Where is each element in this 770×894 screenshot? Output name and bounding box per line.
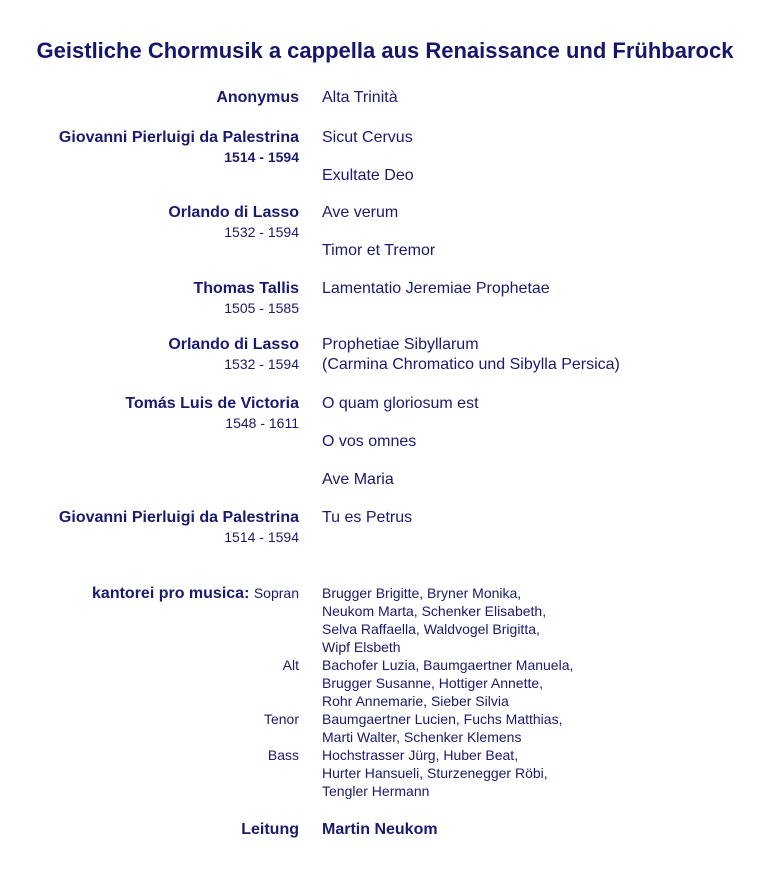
singer-list (322, 710, 562, 746)
composer-name: Anonymus (216, 89, 299, 106)
work-subtitle: (Carmina Chromatico und Sibylla Persica) (322, 356, 620, 373)
choir-name: kantorei pro musica: (92, 585, 250, 602)
work-title: Timor et Tremor (322, 242, 436, 259)
work-title: Sicut Cervus (322, 129, 413, 146)
singer-line: Tengler Hermann (322, 783, 430, 799)
work-title: Alta Trinità (322, 89, 398, 106)
voice-label: Tenor (263, 711, 299, 727)
singer-list (322, 584, 546, 656)
composer-dates: 1514 - 1594 (224, 149, 299, 165)
singer-line: Baumgaertner Lucien, Fuchs Matthias, (322, 711, 563, 727)
singer-list (322, 656, 573, 710)
composer-name: Giovanni Pierluigi da Palestrina (58, 129, 299, 146)
composer-name: Orlando di Lasso (168, 336, 299, 353)
singer-line: Bachofer Luzia, Baumgaertner Manuela, (322, 657, 574, 673)
conductor-label: Leitung (241, 821, 299, 838)
singer-line: Hurter Hansueli, Sturzenegger Röbi, (322, 765, 548, 781)
composer-dates: 1505 - 1585 (224, 300, 299, 316)
singer-line: Selva Raffaella, Waldvogel Brigitta, (322, 621, 540, 637)
singer-line: Hochstrasser Jürg, Huber Beat, (322, 747, 519, 763)
conductor-name: Martin Neukom (322, 821, 438, 838)
composer-dates: 1532 - 1594 (224, 224, 299, 240)
voice-label: Bass (267, 747, 299, 763)
page-title: Geistliche Chormusik a cappella aus Renaissance und Frühbarock (36, 38, 734, 63)
work-title: O vos omnes (322, 433, 417, 450)
voice-label: Alt (282, 657, 299, 673)
composer-name: Orlando di Lasso (168, 204, 299, 221)
singer-line: Brugger Brigitte, Bryner Monika, (322, 585, 522, 601)
work-title: Ave Maria (322, 471, 394, 488)
singer-line: Wipf Elsbeth (322, 639, 401, 655)
choir-label-row (92, 584, 299, 603)
work-title: Ave verum (322, 204, 399, 221)
work-title: Lamentatio Jeremiae Prophetae (322, 280, 550, 297)
singer-line: Brugger Susanne, Hottiger Annette, (322, 675, 544, 691)
composer-dates: 1532 - 1594 (224, 356, 299, 372)
composer-name: Tomás Luis de Victoria (125, 395, 299, 412)
composer-name: Giovanni Pierluigi da Palestrina (58, 509, 299, 526)
composer-dates: 1514 - 1594 (224, 529, 299, 545)
singer-list (322, 746, 548, 800)
singer-line: Marti Walter, Schenker Klemens (322, 729, 522, 745)
work-title: Tu es Petrus (322, 509, 413, 526)
singer-line: Neukom Marta, Schenker Elisabeth, (322, 603, 547, 619)
voice-label: Sopran (253, 585, 299, 601)
work-title: Prophetiae Sibyllarum (322, 336, 479, 353)
singer-line: Rohr Annemarie, Sieber Silvia (322, 693, 509, 709)
composer-dates: 1548 - 1611 (225, 415, 299, 431)
work-title: O quam gloriosum est (322, 395, 479, 412)
composer-name: Thomas Tallis (193, 280, 299, 297)
work-title: Exultate Deo (322, 167, 414, 184)
